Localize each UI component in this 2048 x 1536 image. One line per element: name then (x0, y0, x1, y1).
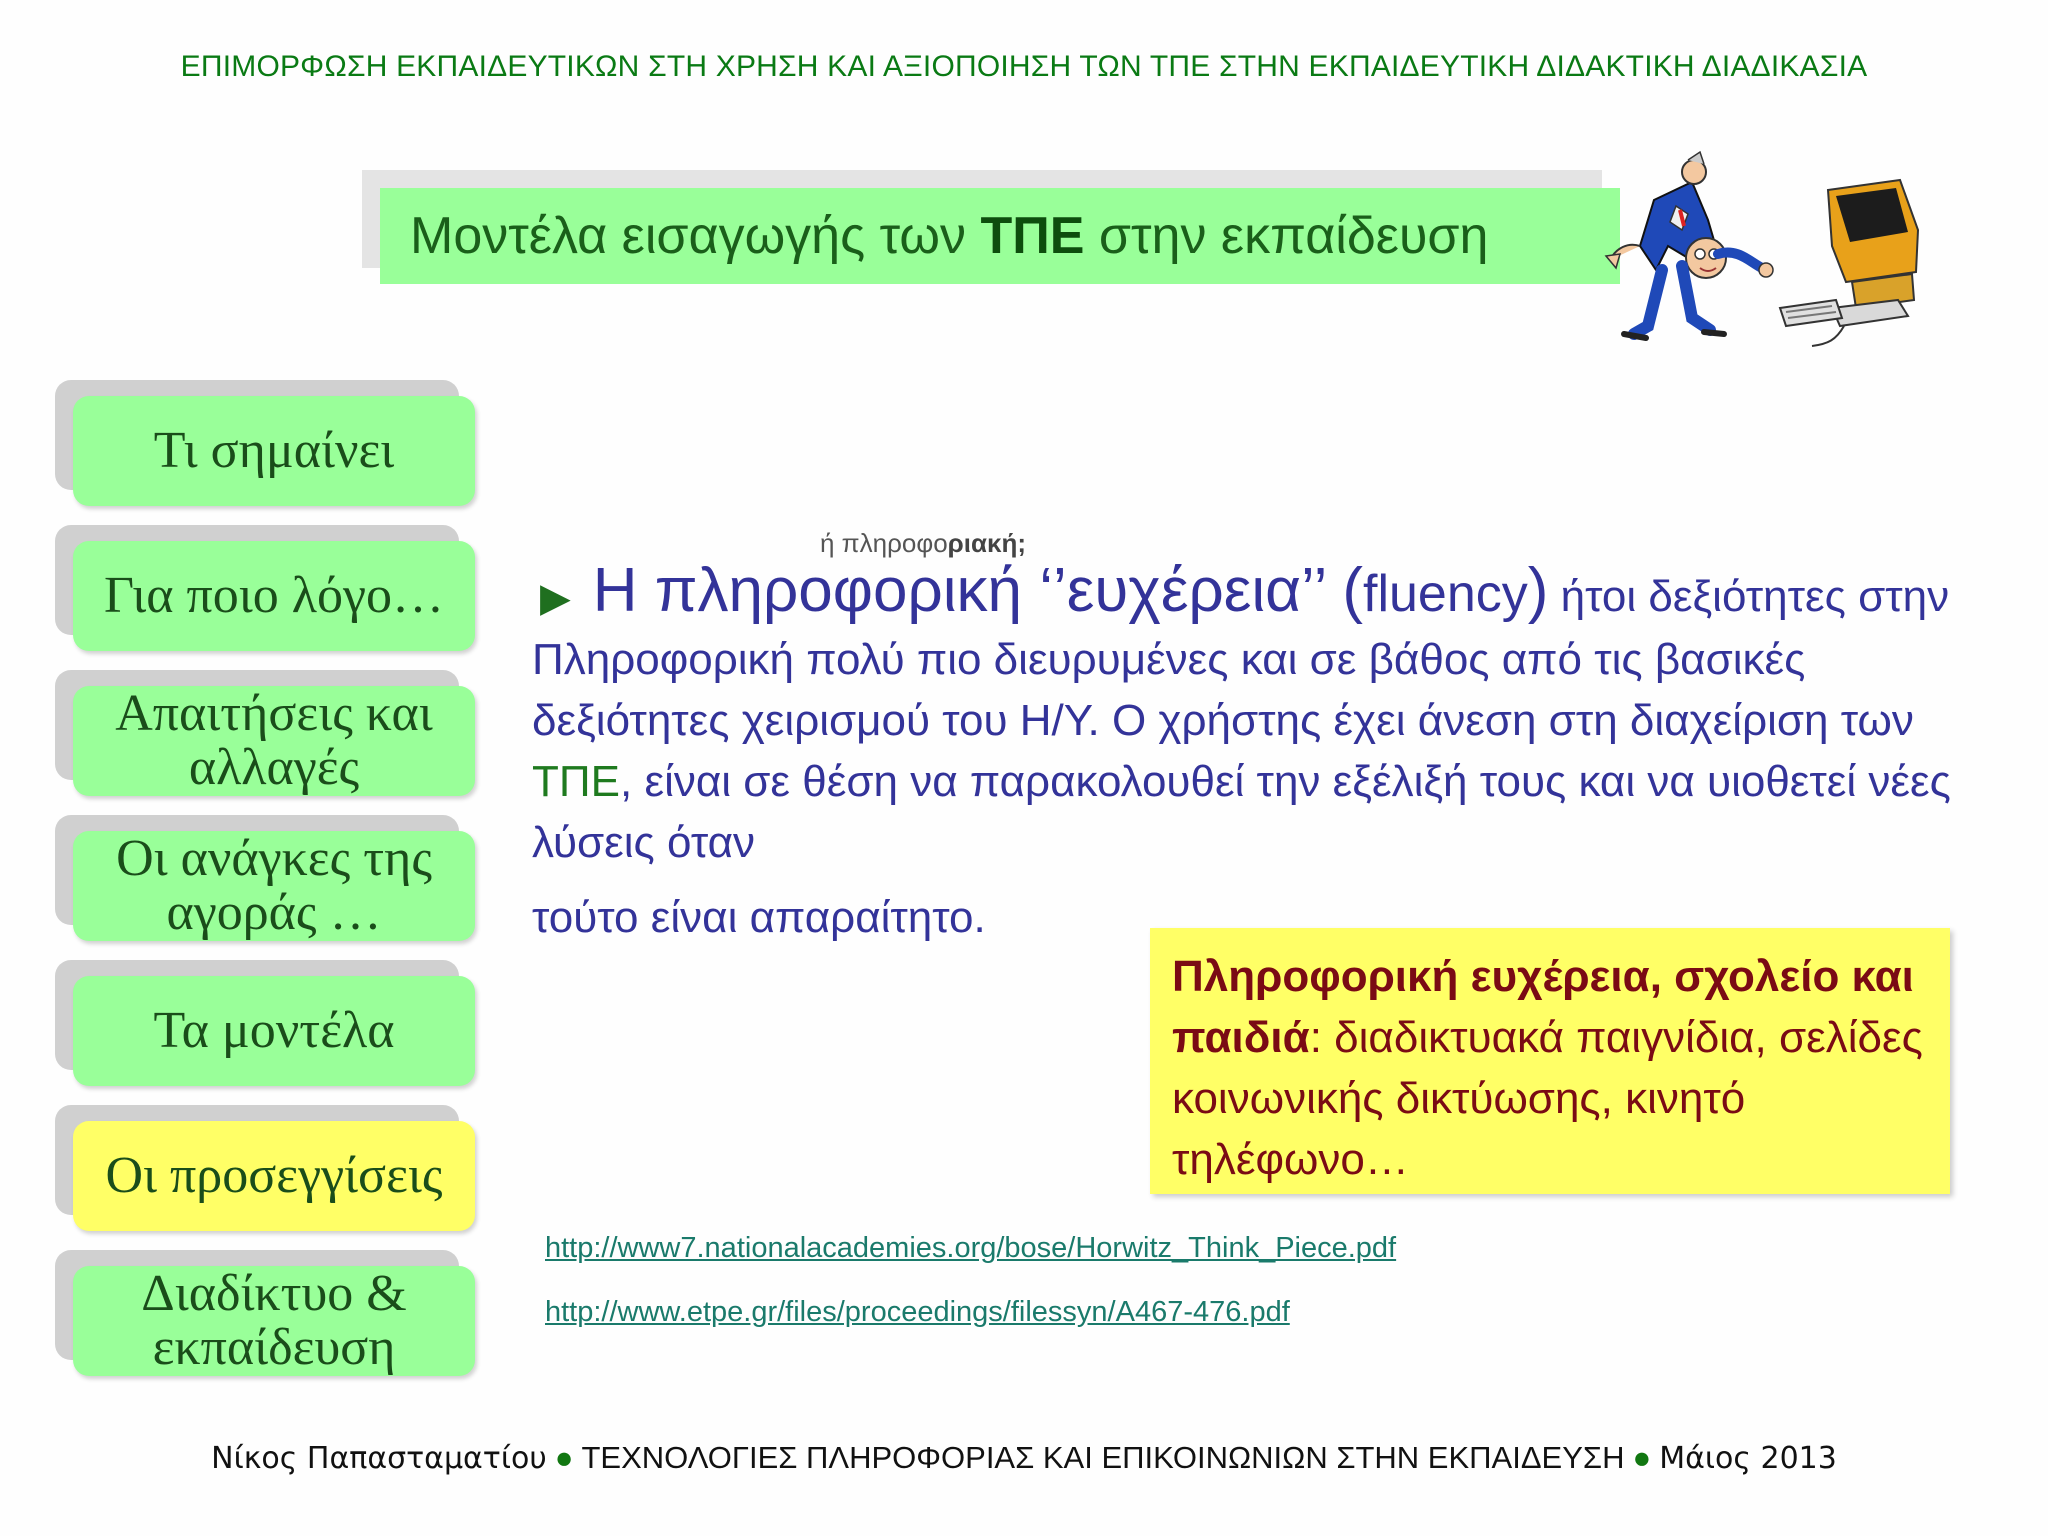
footer-author: Νίκος Παπασταματίου (211, 1441, 547, 1476)
slide-title-bold: ΤΠΕ (980, 207, 1085, 265)
nav-item-meaning[interactable] (55, 380, 475, 500)
callout-box (1150, 928, 1950, 1194)
lead-fluency: fluency (1363, 565, 1528, 623)
lead-end-2: τούτο είναι απαραίτητο. (532, 893, 986, 942)
footer-separator: ● (1632, 1440, 1652, 1475)
nav-item-market-needs[interactable] (55, 815, 475, 941)
footer-date: Μάιος 2013 (1659, 1441, 1837, 1476)
nav-button-internet-education[interactable]: Διαδίκτυο & εκπαίδευση (73, 1266, 475, 1376)
lead-rest: ήτοι δεξιότητες στην Πληροφορική πολύ πιο διευρυμένες και σε βάθος από τις βασικές δεξιότητες χειρισμού του Η/Υ. Ο χρήστης έχει άνεση στη διαχείριση των (532, 572, 1950, 745)
course-header: ΕΠΙΜΟΡΦΩΣΗ ΕΚΠΑΙΔΕΥΤΙΚΩΝ ΣΤΗ ΧΡΗΣΗ ΚΑΙ ΑΞΙΟΠΟΙΗΣΗ ΤΩΝ ΤΠΕ ΣΤΗΝ ΕΚΠΑΙΔΕΥΤΙΚΗ ΔΙΔΑΚΤΙΚΗ ΔΙΑΔΙΚΑΣΙΑ (180, 50, 1868, 83)
hint-bold: ριακή; (947, 528, 1026, 558)
businessman-icon (1606, 152, 1773, 338)
computer-icon (1780, 180, 1918, 346)
businessman-computer-clipart (1600, 150, 1930, 360)
lead-big (593, 556, 1549, 625)
hint-prefix: ή πληροφο (820, 528, 948, 558)
lead-end-1: , είναι σε θέση να παρακολουθεί την εξέλιξή τους και να υιοθετεί νέες λύσεις όταν (532, 757, 1951, 867)
footer-separator: ● (554, 1440, 574, 1475)
nav-item-models[interactable] (55, 960, 475, 1080)
footer-course: ΤΕΧΝΟΛΟΓΙΕΣ ΠΛΗΡΟΦΟΡΙΑΣ ΚΑΙ ΕΠΙΚΟΙΝΩΝΙΩΝ ΣΤΗΝ ΕΚΠΑΙΔΕΥΣΗ (581, 1440, 1625, 1475)
footer (0, 1440, 2048, 1476)
nav-item-internet-education[interactable] (55, 1250, 475, 1376)
nav-item-approaches[interactable] (55, 1105, 475, 1225)
slide-title-suffix: στην εκπαίδευση (1084, 207, 1489, 265)
lead-close: ) (1527, 556, 1549, 625)
main-paragraph (532, 556, 1982, 948)
nav-button-models[interactable]: Τα μοντέλα (73, 976, 475, 1086)
hint-text (820, 528, 1026, 559)
callout-bold: Πληροφορική ευχέρεια, σχολείο και παιδιά (1172, 952, 1914, 1062)
nav-button-reason[interactable]: Για ποιο λόγο… (73, 541, 475, 651)
nav-item-requirements[interactable] (55, 670, 475, 796)
callout-rest: : διαδικτυακά παιγνίδια, σελίδες κοινωνικής δικτύωσης, κινητό τηλέφωνο… (1172, 1013, 1923, 1184)
nav-button-market-needs[interactable]: Οι ανάγκες της αγοράς … (73, 831, 475, 941)
nav-item-reason[interactable] (55, 525, 475, 645)
nav-button-requirements[interactable]: Απαιτήσεις και αλλαγές (73, 686, 475, 796)
reference-link-etpe[interactable]: http://www.etpe.gr/files/proceedings/filessyn/A467-476.pdf (545, 1296, 1290, 1328)
slide-title (410, 206, 1488, 266)
slide-title-prefix: Μοντέλα εισαγωγής των (410, 207, 981, 265)
nav-button-meaning[interactable]: Τι σημαίνει (73, 396, 475, 506)
tpe-term: ΤΠΕ (532, 757, 620, 806)
slide-title-box (380, 188, 1620, 284)
reference-link-horwitz[interactable]: http://www7.nationalacademies.org/bose/Horwitz_Think_Piece.pdf (545, 1232, 1397, 1264)
play-bullet-icon: ▶ (540, 576, 571, 620)
lead-big-text: Η πληροφορική ‘’ευχέρεια’’ ( (592, 556, 1364, 625)
nav-button-approaches[interactable]: Οι προσεγγίσεις (73, 1121, 475, 1231)
